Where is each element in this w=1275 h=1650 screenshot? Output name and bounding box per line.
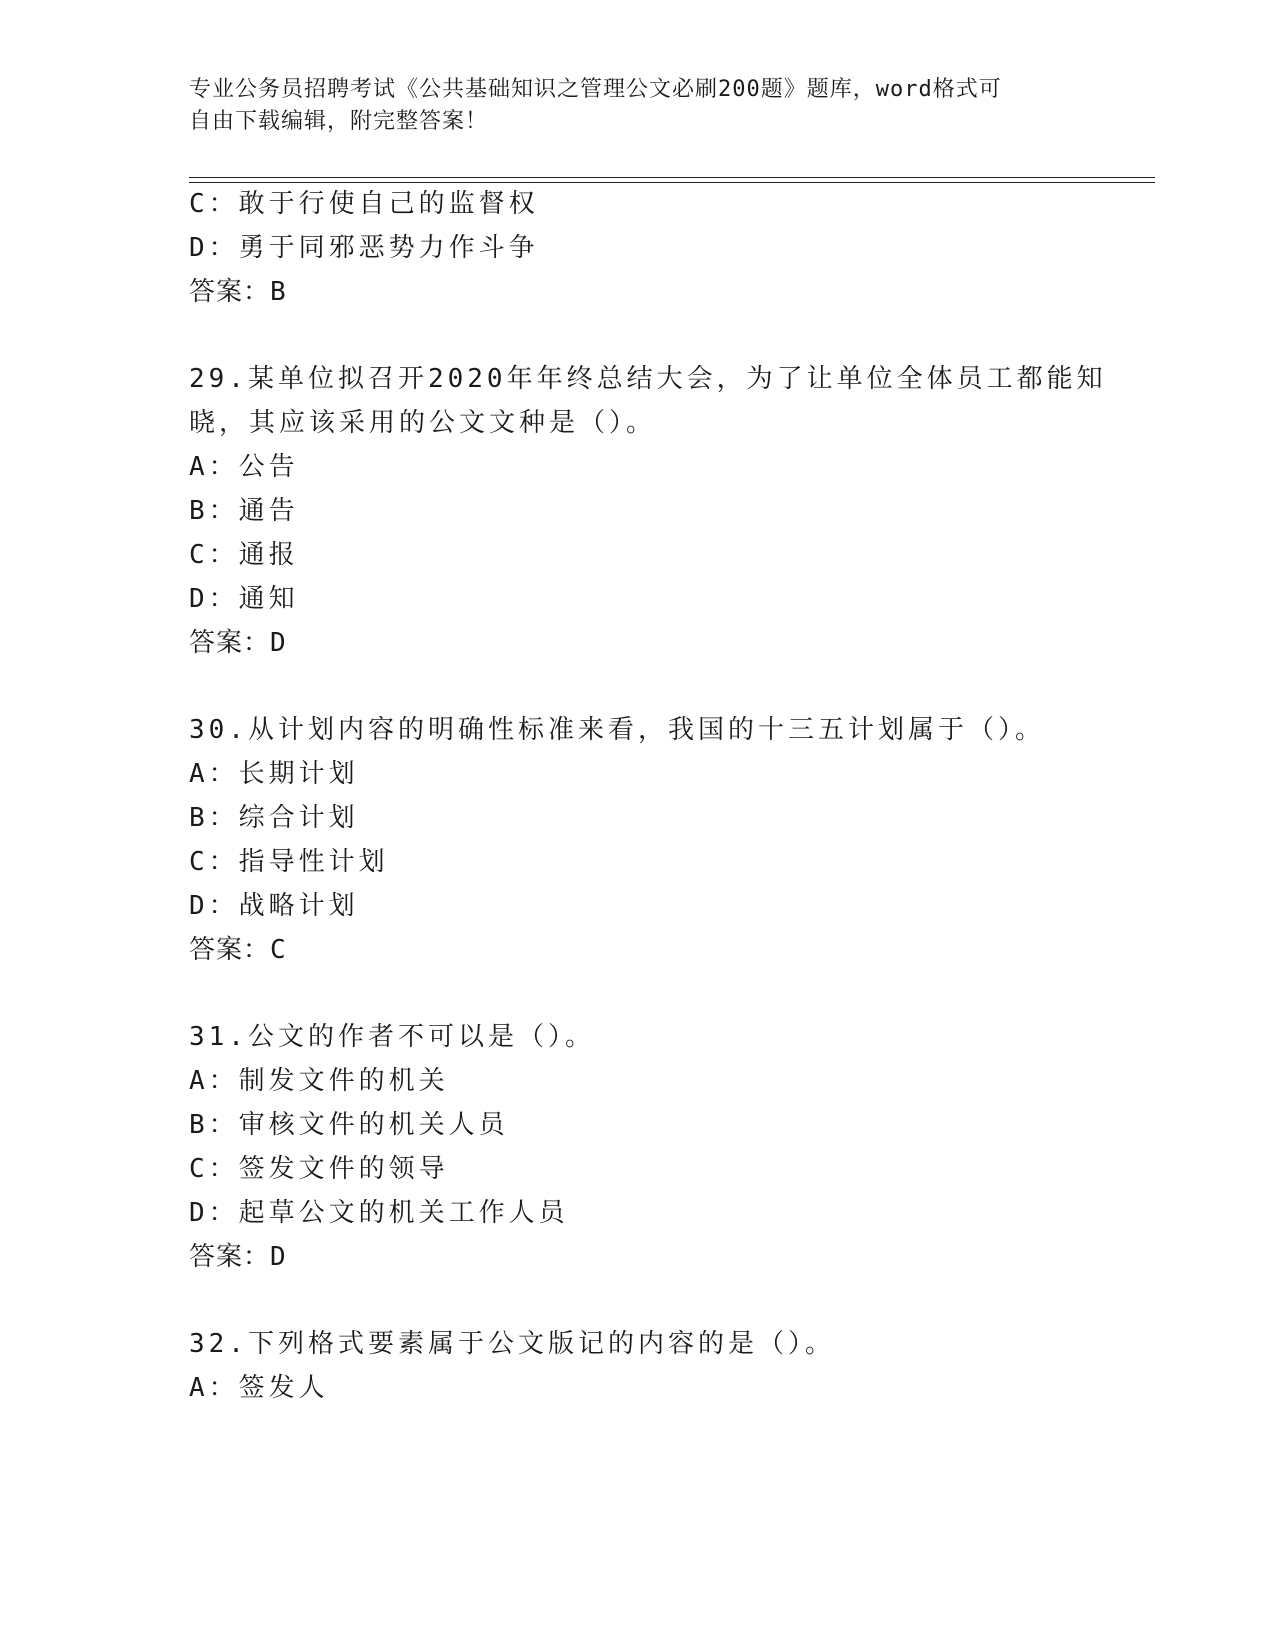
- answer-value: C: [270, 935, 286, 965]
- answer-value: D: [270, 1242, 286, 1272]
- answer-value: B: [270, 277, 286, 307]
- q30-option-a: A：长期计划: [189, 759, 359, 789]
- q28-option-d: D：勇于同邪恶势力作斗争: [189, 233, 539, 263]
- q31-option-a: A：制发文件的机关: [189, 1066, 449, 1096]
- q31-option-d: D：起草公文的机关工作人员: [189, 1198, 569, 1228]
- q29-stem-line-2: 晓，其应该采用的公文文种是（）。: [189, 408, 657, 438]
- q30-option-d: D：战略计划: [189, 891, 359, 921]
- q29-stem-line-1: 29.某单位拟召开2020年年终总结大会，为了让单位全体员工都能知: [189, 364, 1107, 394]
- q28-answer: [189, 275, 286, 309]
- answer-label: 答案：: [189, 277, 271, 307]
- q32-option-a: A：签发人: [189, 1373, 329, 1403]
- header-divider-top: [189, 177, 1155, 178]
- q30-option-b: B：综合计划: [189, 803, 359, 833]
- q31-option-c: C：签发文件的领导: [189, 1154, 449, 1184]
- q32-stem-line-1: 32.下列格式要素属于公文版记的内容的是（）。: [189, 1329, 835, 1359]
- q29-option-c: C：通报: [189, 540, 299, 570]
- header-line-1: 专业公务员招聘考试《公共基础知识之管理公文必刷200题》题库，word格式可: [189, 77, 1002, 102]
- q31-stem-line-1: 31.公文的作者不可以是（）。: [189, 1022, 595, 1052]
- answer-label: 答案：: [189, 628, 271, 658]
- q29-option-b: B：通告: [189, 496, 299, 526]
- q29-answer: [189, 626, 286, 660]
- q30-stem-line-1: 30.从计划内容的明确性标准来看，我国的十三五计划属于（）。: [189, 715, 1045, 745]
- header-line-2: 自由下载编辑，附完整答案！: [189, 109, 489, 134]
- document-header: [189, 74, 1069, 138]
- answer-value: D: [270, 628, 286, 658]
- q31-answer: [189, 1240, 286, 1274]
- q28-option-c: C：敢于行使自己的监督权: [189, 189, 539, 219]
- header-divider-bottom: [189, 182, 1155, 183]
- answer-label: 答案：: [189, 935, 271, 965]
- q29-option-a: A：公告: [189, 452, 299, 482]
- q29-option-d: D：通知: [189, 584, 299, 614]
- q31-option-b: B：审核文件的机关人员: [189, 1110, 509, 1140]
- q30-answer: [189, 933, 286, 967]
- answer-label: 答案：: [189, 1242, 271, 1272]
- q30-option-c: C：指导性计划: [189, 847, 389, 877]
